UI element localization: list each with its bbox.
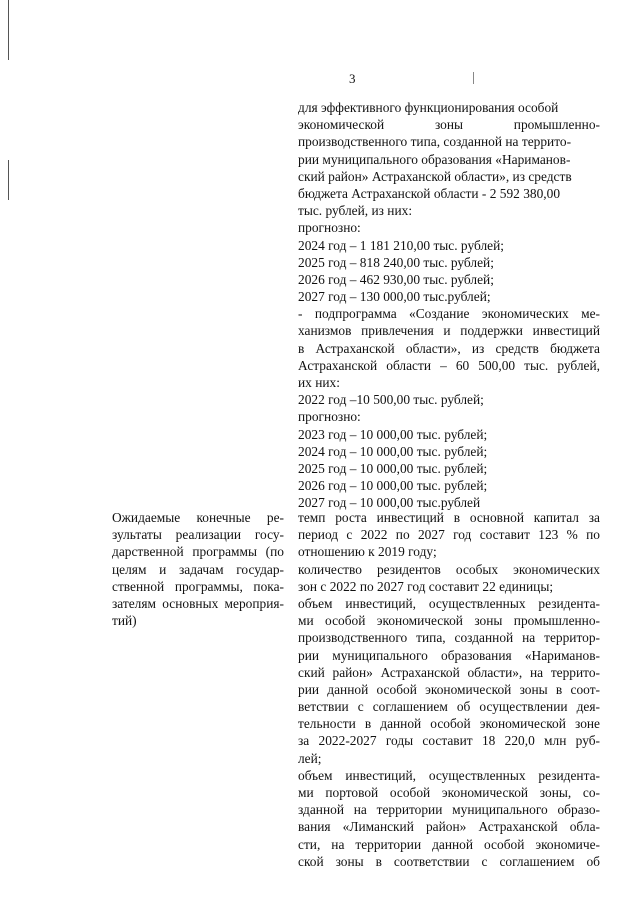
results-text-line: ский район» Астраханской области», на террито- — [298, 664, 600, 680]
funding-line: производственного типа, созданной на террито- — [298, 134, 572, 150]
funding-line: 2024 год – 10 000,00 тыс. рублей; — [298, 443, 488, 459]
results-text-line: ской зоны в соответствии с соглашением об — [298, 853, 600, 869]
funding-line: бюджета Астраханской области - 2 592 380,00 — [298, 185, 561, 201]
results-text-line: ветствии с соглашением об осуществлении дея- — [298, 699, 600, 715]
funding-line: Астраханской области – 60 500,00 тыс. рублей, — [298, 357, 600, 373]
results-text-line: ми особой экономической зоны промышленно- — [298, 613, 600, 629]
funding-line: 2025 год – 818 240,00 тыс. рублей; — [298, 254, 494, 270]
results-text-line: тельности в данной особой экономической зоне — [298, 716, 600, 732]
results-text-line: за 2022-2027 годы составит 18 220,0 млн руб- — [298, 733, 600, 749]
results-text-line: вания «Лиманский район» Астраханской обла- — [298, 819, 600, 835]
funding-block — [298, 99, 600, 512]
funding-line: ханизмов привлечения и поддержки инвестиций — [298, 323, 600, 339]
results-text-line: объем инвестиций, осуществленных резидента- — [298, 595, 600, 611]
results-label-line: зателям основных мероприя- — [112, 595, 284, 611]
funding-line: тыс. рублей, из них: — [298, 203, 413, 219]
results-text-line: объем инвестиций, осуществленных резидента- — [298, 767, 600, 783]
results-text-line: отношению к 2019 году; — [298, 544, 437, 560]
results-label-line: Ожидаемые конечные ре- — [112, 510, 284, 525]
scan-mark-left-lower — [8, 160, 9, 200]
results-text-line: зданной на территории муниципального образо- — [298, 802, 600, 818]
results-text-line: количество резидентов особых экономических — [298, 561, 600, 577]
results-label-line: ственной программы, пока- — [112, 578, 284, 594]
results-label-line: тий) — [112, 613, 137, 629]
funding-line: ский район» Астраханской области», из средств — [298, 168, 572, 184]
results-text — [298, 509, 600, 870]
funding-line: 2023 год – 10 000,00 тыс. рублей; — [298, 426, 488, 442]
funding-line: прогнозно: — [298, 220, 361, 236]
results-text-line: лей; — [298, 750, 322, 766]
results-label-line: дарственной программы (по — [112, 544, 284, 560]
scan-mark-left — [8, 0, 9, 60]
funding-line: их них: — [298, 375, 340, 390]
page-number: 3 — [349, 71, 356, 86]
funding-line: 2022 год –10 500,00 тыс. рублей; — [298, 392, 484, 408]
results-text-line: рии данной особой экономической зоны в соот- — [298, 681, 600, 697]
results-text-line: производственного типа, созданной на территор- — [298, 630, 600, 646]
funding-line: 2027 год – 10 000,00 тыс.рублей — [298, 495, 481, 511]
results-label — [112, 509, 284, 629]
results-label-line: целям и задачам государ- — [112, 561, 284, 577]
results-text-line: сти, на территории данной особой экономиче- — [298, 836, 600, 852]
results-label-line: зультаты реализации госу- — [112, 527, 284, 543]
results-text-line: ми портовой особой экономической зоны, со- — [298, 785, 600, 800]
funding-line: 2026 год – 10 000,00 тыс. рублей; — [298, 478, 488, 494]
funding-line: для эффективного функционирования особой — [298, 100, 559, 115]
funding-line: 2026 год – 462 930,00 тыс. рублей; — [298, 271, 494, 287]
funding-line: 2024 год – 1 181 210,00 тыс. рублей; — [298, 237, 504, 253]
funding-line: - подпрограмма «Создание экономических ме- — [298, 306, 600, 322]
results-text-line: темп роста инвестиций в основной капитал за — [298, 510, 600, 525]
funding-line: рии муниципального образования «Нариманов- — [298, 151, 571, 167]
results-text-line: период с 2022 по 2027 год составит 123 % по — [298, 527, 600, 543]
funding-line: в Астраханской области», из средств бюджета — [298, 340, 600, 356]
scan-mark-tick — [473, 72, 474, 84]
funding-line: 2025 год – 10 000,00 тыс. рублей; — [298, 460, 488, 476]
results-text-line: зон с 2022 по 2027 год составит 22 единицы; — [298, 578, 554, 594]
funding-line: 2027 год – 130 000,00 тыс.рублей; — [298, 289, 491, 305]
funding-line: прогнозно: — [298, 409, 361, 425]
funding-line: экономической зоны промышленно- — [298, 117, 600, 133]
results-text-line: рии муниципального образования «Нариманов- — [298, 647, 600, 663]
